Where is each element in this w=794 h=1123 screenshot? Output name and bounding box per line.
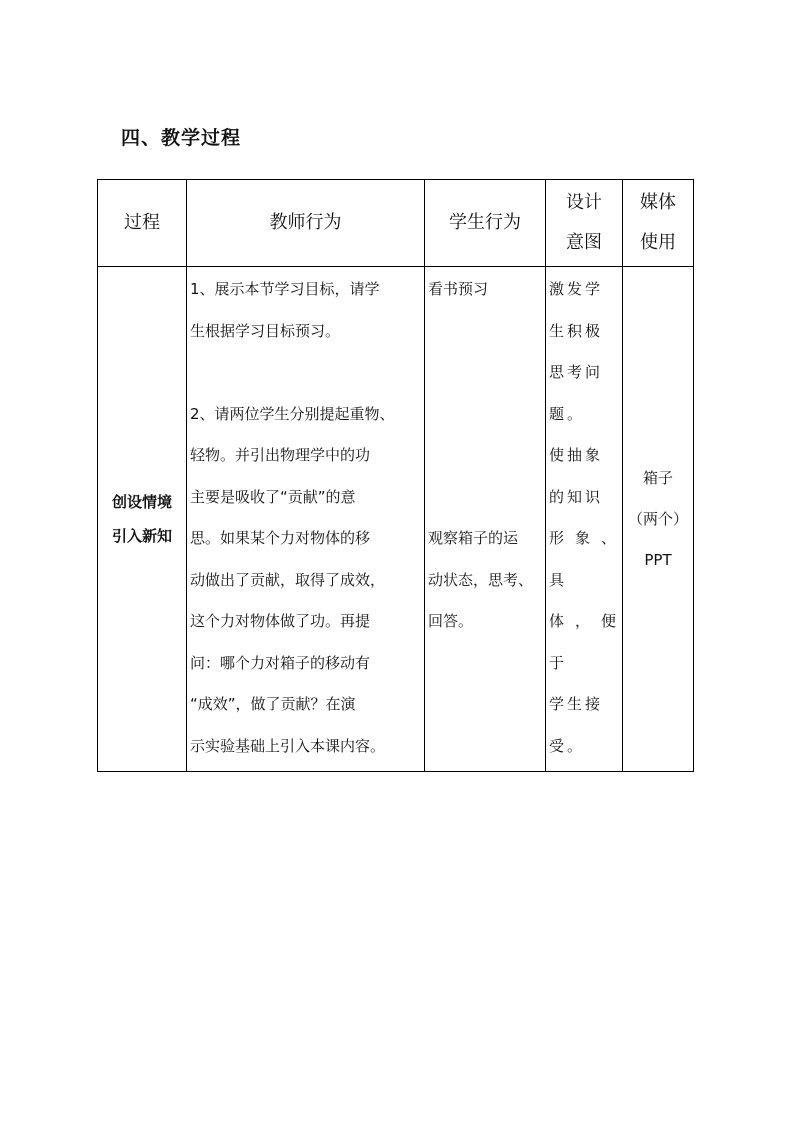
media-cell — [623, 267, 694, 772]
teacher-cell — [187, 267, 425, 772]
header-media — [623, 180, 694, 267]
header-teacher: 教师行为 — [187, 180, 425, 267]
design-text: 激发学 生积极 思考问 题。 使抽象 的知识 形象、具 体，便于 学生接 受。 — [549, 280, 619, 755]
header-design-line1: 设计 — [566, 192, 602, 213]
student-text: 看书预习 观察箱子的运 动状态，思考、 回答。 — [428, 280, 534, 630]
header-student: 学生行为 — [425, 180, 546, 267]
header-media-line2: 使用 — [640, 232, 676, 253]
design-cell — [546, 267, 623, 772]
section-title: 四、教学过程 — [121, 127, 242, 149]
media-line3: PPT — [644, 550, 672, 569]
teacher-text: 1、展示本节学习目标，请学 生根据学习目标预习。 2、请两位学生分别提起重物、 轻物。并引出物理学中的功 主要是吸收了“贡献”的意 思。如果某个力对物体的移 动做出了贡献，取得了成效， 这个力对物体做了功。再提 问：哪个力对箱子的移动有 “成效”，做了贡献？在演 示实验基础上引入本课内容。 — [190, 280, 395, 755]
media-line1: 箱子 — [642, 468, 673, 487]
media-line2: （两个） — [627, 509, 688, 528]
process-line2: 引入新知 — [111, 527, 172, 545]
table-header-row — [98, 180, 694, 267]
process-cell — [98, 267, 187, 772]
header-process: 过程 — [98, 180, 187, 267]
header-media-line1: 媒体 — [640, 192, 676, 213]
header-design — [546, 180, 623, 267]
header-design-line2: 意图 — [566, 232, 602, 253]
process-line1: 创设情境 — [111, 493, 172, 511]
table-row — [98, 267, 694, 772]
student-cell — [425, 267, 546, 772]
teaching-process-table — [97, 179, 694, 772]
